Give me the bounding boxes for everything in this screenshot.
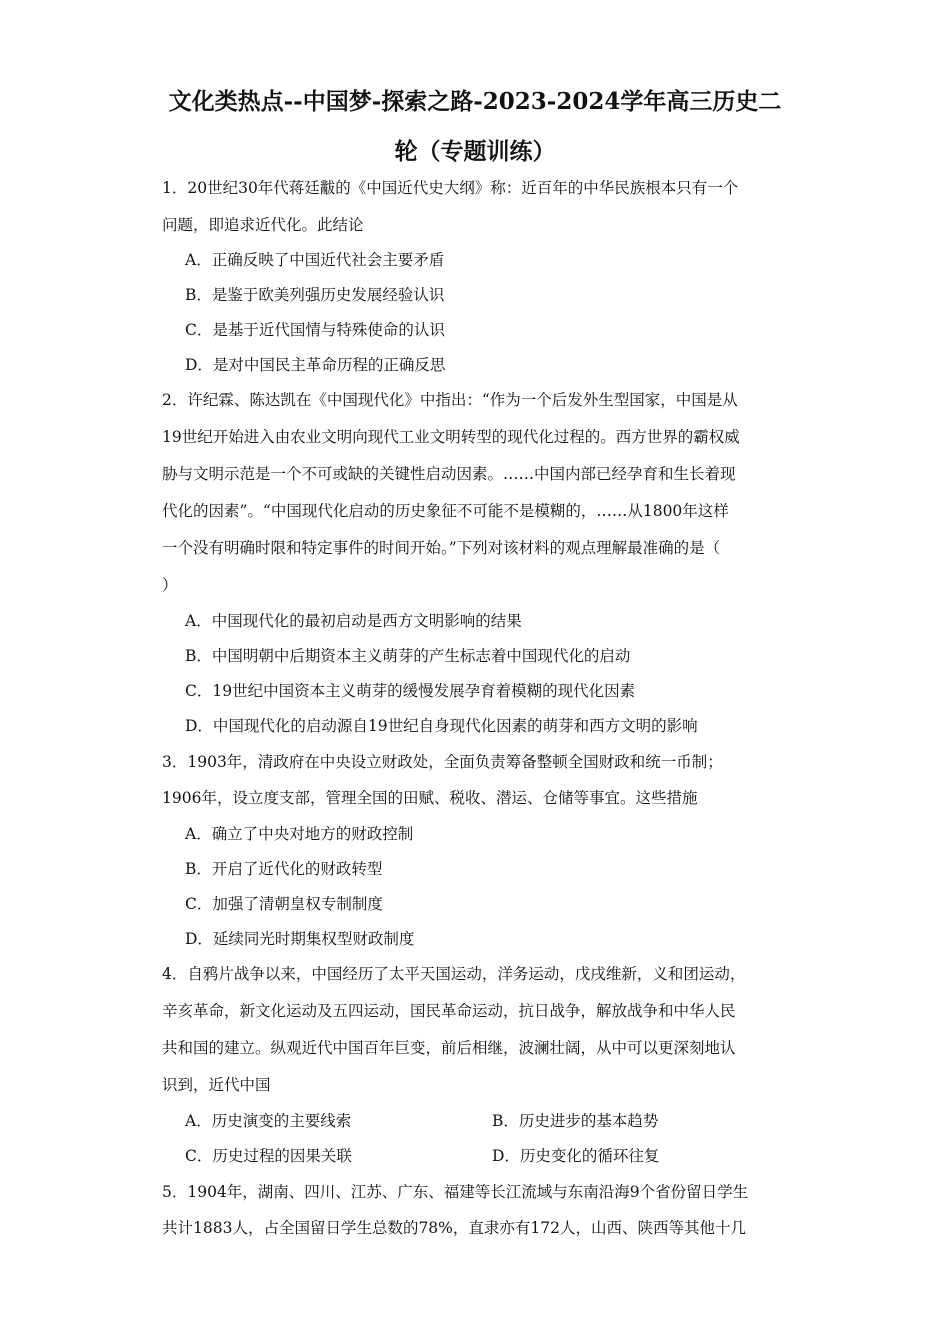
question-3-option-c: C．加强了清朝皇权专制制度 — [185, 895, 383, 913]
question-1-stem-line-1: 1．20世纪30年代蒋廷黻的《中国近代史大纲》称：近百年的中华民族根本只有一个 — [162, 179, 739, 197]
question-2-stem-line-4: 代化的因素”。“中国现代化启动的历史象征不可能不是模糊的，……从1800年这样 — [162, 502, 729, 520]
question-3-option-d: D．延续同光时期集权型财政制度 — [185, 930, 415, 948]
question-1-stem-line-2: 问题，即追求近代化。此结论 — [162, 216, 364, 234]
question-2-option-d: D．中国现代化的启动源自19世纪自身现代化因素的萌芽和西方文明的影响 — [185, 717, 698, 735]
question-3-stem-line-1: 3．1903年，清政府在中央设立财政处，全面负责筹备整顿全国财政和统一币制； — [162, 753, 723, 771]
question-2-stem-line-5: 一个没有明确时限和特定事件的时间开始。”下列对该材料的观点理解最准确的是（ — [162, 539, 721, 557]
question-2-stem-line-3: 胁与文明示范是一个不可或缺的关键性启动因素。……中国内部已经孕育和生长着现 — [162, 465, 736, 483]
question-1-option-d: D．是对中国民主革命历程的正确反思 — [185, 356, 446, 374]
question-1-option-b: B．是鉴于欧美列强历史发展经验认识 — [185, 286, 445, 304]
question-4-stem-line-4: 识到，近代中国 — [162, 1076, 271, 1094]
question-1-option-c: C．是基于近代国情与特殊使命的认识 — [185, 321, 445, 339]
question-2-stem-line-6: ） — [162, 576, 178, 594]
question-4-stem-line-1: 4．自鸦片战争以来，中国经历了太平天国运动，洋务运动，戊戌维新，义和团运动， — [162, 965, 746, 983]
question-5-stem-line-2: 共计1883人，占全国留日学生总数的78%，直隶亦有172人，山西、陕西等其他十几 — [162, 1219, 746, 1237]
question-4-option-b: B．历史进步的基本趋势 — [492, 1112, 659, 1130]
question-5-stem-line-1: 5．1904年，湖南、四川、江苏、广东、福建等长江流域与东南沿海9个省份留日学生 — [162, 1183, 749, 1201]
question-2-stem-line-1: 2．许纪霖、陈达凯在《中国现代化》中指出：“作为一个后发外生型国家，中国是从 — [162, 391, 738, 409]
question-2-option-c: C．19世纪中国资本主义萌芽的缓慢发展孕育着模糊的现代化因素 — [185, 682, 636, 700]
question-3-option-a: A．确立了中央对地方的财政控制 — [185, 825, 414, 843]
question-4-stem-line-2: 辛亥革命，新文化运动及五四运动，国民革命运动，抗日战争，解放战争和中华人民 — [162, 1002, 736, 1020]
question-3-option-b: B．开启了近代化的财政转型 — [185, 860, 383, 878]
question-4-stem-line-3: 共和国的建立。纵观近代中国百年巨变，前后相继，波澜壮阔，从中可以更深刻地认 — [162, 1039, 736, 1057]
question-3-stem-line-2: 1906年，设立度支部，管理全国的田赋、税收、潜运、仓储等事宜。这些措施 — [162, 789, 698, 807]
question-2-stem-line-2: 19世纪开始进入由农业文明向现代工业文明转型的现代化过程的。西方世界的霸权威 — [162, 428, 740, 446]
document-title-line-2: 轮（专题训练） — [394, 138, 556, 165]
question-2-option-a: A．中国现代化的最初启动是西方文明影响的结果 — [185, 612, 522, 630]
document-title-line-1: 文化类热点--中国梦-探索之路-2023-2024学年高三历史二 — [168, 88, 782, 115]
question-4-option-d: D．历史变化的循环往复 — [492, 1147, 660, 1165]
question-1-option-a: A．正确反映了中国近代社会主要矛盾 — [185, 251, 445, 269]
question-4-option-a: A．历史演变的主要线索 — [185, 1112, 352, 1130]
question-2-option-b: B．中国明朝中后期资本主义萌芽的产生标志着中国现代化的启动 — [185, 647, 631, 665]
question-4-option-c: C．历史过程的因果关联 — [185, 1147, 352, 1165]
